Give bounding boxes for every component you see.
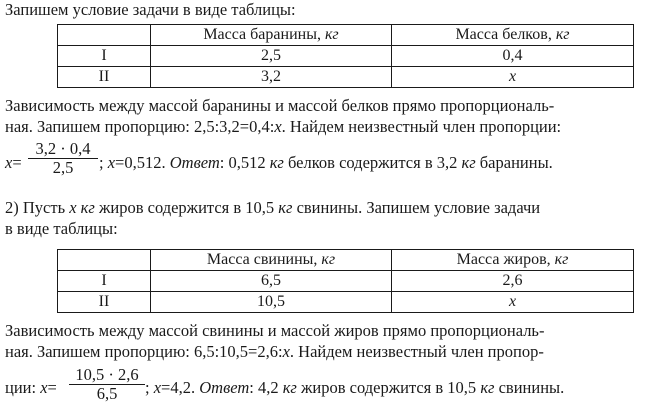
- row-label: I: [58, 271, 151, 292]
- table-header-row: [58, 25, 634, 46]
- intro-text-1: Запишем условие задачи в виде таблицы:: [5, 0, 296, 19]
- fraction-denominator: 6,5: [96, 384, 118, 403]
- fraction-numerator: 3,2 · 0,4: [35, 139, 91, 158]
- paragraph-line: 2) Пусть x кг жиров содержится в 10,5 кг свинины. Запишем условие задачи: [5, 198, 541, 217]
- table-row: [58, 292, 634, 313]
- table-pork: [57, 249, 634, 313]
- table-row: [58, 67, 634, 88]
- row-label: II: [58, 292, 151, 313]
- paragraph-line: Зависимость между массой свинины и массой жиров прямо пропорциональ-: [5, 321, 545, 340]
- fraction-denominator: 2,5: [52, 158, 74, 177]
- fraction: [69, 366, 145, 403]
- answer-line: ; x=4,2. Ответ: 4,2 кг жиров содержится в 10,5 кг свинины.: [145, 378, 565, 397]
- table-header-row: [58, 250, 634, 271]
- cell-value: 6,5: [151, 271, 392, 292]
- table-row: [58, 46, 634, 67]
- cell-value: x: [392, 67, 634, 88]
- fraction: [28, 140, 98, 177]
- table-header-mass-a: Масса баранины, кг: [151, 25, 392, 46]
- cell-value: 2,5: [151, 46, 392, 67]
- equation-lhs: ции: x=: [5, 378, 57, 397]
- answer-line: ; x=0,512. Ответ: 0,512 кг белков содержится в 3,2 кг баранины.: [99, 153, 553, 172]
- table-mutton: [57, 24, 634, 88]
- fraction-numerator: 10,5 · 2,6: [75, 365, 139, 384]
- cell-value: 3,2: [151, 67, 392, 88]
- paragraph-line: в виде таблицы:: [5, 219, 118, 238]
- cell-value: 2,6: [392, 271, 634, 292]
- table-header-mass-b: Масса жиров, кг: [392, 250, 634, 271]
- table-header-mass-b: Масса белков, кг: [392, 25, 634, 46]
- table-header-mass-a: Масса свинины, кг: [151, 250, 392, 271]
- paragraph-line: ная. Запишем пропорцию: 2,5:3,2=0,4:x. Найдем неизвестный член пропорции:: [5, 117, 562, 136]
- table-header-empty: [58, 25, 151, 46]
- paragraph-line: Зависимость между массой баранины и массой белков прямо пропорциональ-: [5, 96, 555, 115]
- row-label: I: [58, 46, 151, 67]
- cell-value: 10,5: [151, 292, 392, 313]
- table-header-empty: [58, 250, 151, 271]
- cell-value: 0,4: [392, 46, 634, 67]
- cell-value: x: [392, 292, 634, 313]
- table-row: [58, 271, 634, 292]
- paragraph-line: ная. Запишем пропорцию: 6,5:10,5=2,6:x. Найдем неизвестный член пропор-: [5, 342, 544, 361]
- row-label: II: [58, 67, 151, 88]
- equation-lhs: x=: [5, 153, 22, 172]
